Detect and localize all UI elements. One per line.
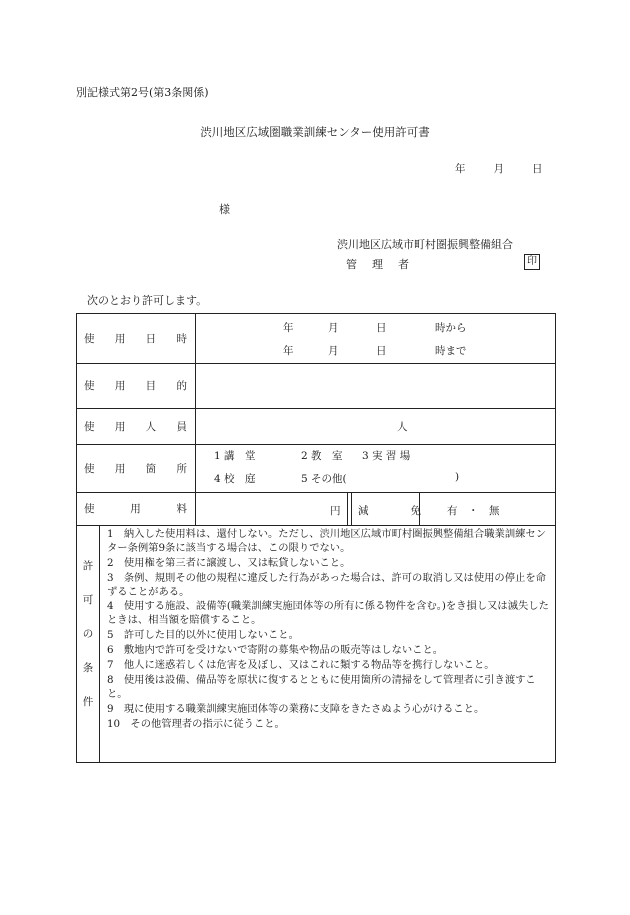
- datetime-to-hour: 時まで: [435, 345, 467, 357]
- fee-unit: 円: [330, 505, 341, 517]
- datetime-from-month: 月: [328, 322, 339, 334]
- place-option-other-close: ): [455, 471, 460, 483]
- label-char: 可: [82, 594, 94, 606]
- label-char: 使: [84, 503, 95, 515]
- intro-text: 次のとおり許可します。: [87, 294, 208, 307]
- recipient-suffix: 様: [219, 203, 230, 216]
- label-char: 日: [145, 333, 157, 345]
- exemption-options: 有 ・ 無: [447, 505, 500, 517]
- label-char: 用: [114, 380, 126, 392]
- condition-item: 5 許可した目的以外に使用しないこと。: [107, 629, 299, 641]
- people-label: [77, 408, 195, 444]
- label-char: 目: [145, 380, 157, 392]
- label-char: 使: [84, 420, 95, 433]
- place-label: [77, 444, 195, 492]
- date-day: 日: [532, 163, 543, 175]
- condition-item: 10 その他管理者の指示に従うこと。: [107, 718, 285, 730]
- label-char: の: [82, 628, 94, 640]
- date-line: [455, 161, 543, 176]
- label-char: 用: [114, 420, 126, 433]
- document-title: 渋川地区広域圏職業訓練センター使用許可書: [200, 125, 430, 139]
- label-char: 箇: [145, 462, 157, 475]
- label-char: 料: [176, 503, 187, 515]
- seal-mark: 印: [524, 254, 540, 270]
- date-month: 月: [493, 163, 504, 175]
- issuer-role: 管理者: [346, 258, 424, 271]
- place-option-other: 5 その他(: [301, 473, 347, 485]
- label-char: 使: [84, 462, 95, 475]
- datetime-from-hour: 時から: [435, 322, 467, 334]
- place-option-lecture-hall: 1 講 堂: [214, 450, 256, 462]
- label-char: 用: [130, 503, 141, 515]
- condition-item: 6 敷地内で許可を受けないで寄附の募集や物品の販売等はしないこと。: [107, 644, 444, 656]
- datetime-to-year: 年: [283, 345, 294, 357]
- people-unit: 人: [397, 421, 408, 433]
- condition-item: 8 使用後は設備、備品等を原状に復するとともに使用箇所の清掃をして管理者に引き渡すこと。: [107, 674, 536, 700]
- label-char: 使: [84, 380, 95, 392]
- purpose-label: [77, 363, 195, 408]
- label-char: 人: [145, 420, 157, 433]
- place-option-schoolyard: 4 校 庭: [214, 473, 256, 485]
- datetime-label: [77, 314, 195, 363]
- condition-item: 2 使用権を第三者に譲渡し、又は転貸しないこと。: [107, 557, 351, 569]
- label-char: 件: [82, 696, 94, 708]
- datetime-to-day: 日: [376, 345, 387, 357]
- datetime-from-day: 日: [376, 322, 387, 334]
- form-code: 別記様式第2号(第3条関係): [76, 86, 209, 99]
- label-char: 条: [82, 662, 94, 674]
- condition-item: 3 条例、規則その他の規程に違反した行為があった場合は、許可の取消し又は使用の停止を命ずることがある。: [107, 572, 546, 598]
- label-char: 使: [84, 333, 95, 345]
- condition-item: 9 現に使用する職業訓練実施団体等の業務に支障をきたさぬよう心がけること。: [107, 703, 485, 715]
- date-year: 年: [455, 163, 466, 175]
- label-char: 用: [114, 333, 126, 345]
- label-char: 員: [176, 420, 187, 433]
- conditions-label: [77, 558, 99, 728]
- label-char: 所: [176, 462, 187, 475]
- label-char: 的: [176, 380, 187, 392]
- permit-table: [76, 313, 556, 763]
- label-char: 時: [176, 333, 187, 345]
- place-option-classroom: 2 教 室: [301, 450, 343, 462]
- exemption-label: 減 免: [358, 505, 421, 517]
- datetime-to-month: 月: [328, 345, 339, 357]
- condition-item: 4 使用する施設、設備等(職業訓練実施団体等の所有に係る物件を含む。)をき損し又は滅失したときは、相当額を賠償すること。: [107, 600, 549, 626]
- datetime-from-year: 年: [283, 322, 294, 334]
- condition-item: 1 納入した使用料は、還付しない。ただし、渋川地区広域市町村圏振興整備組合職業訓練センター条例第9条に該当する場合は、この限りでない。: [107, 528, 547, 554]
- label-char: 許: [82, 560, 94, 572]
- issuer-organization: 渋川地区広域市町村圏振興整備組合: [337, 238, 513, 251]
- fee-label: [77, 492, 195, 525]
- label-char: 用: [114, 462, 126, 475]
- place-option-workshop: 3 実 習 場: [362, 450, 411, 462]
- condition-item: 7 他人に迷惑若しくは危害を及ぼし、又はこれに類する物品等を携行しないこと。: [107, 659, 495, 671]
